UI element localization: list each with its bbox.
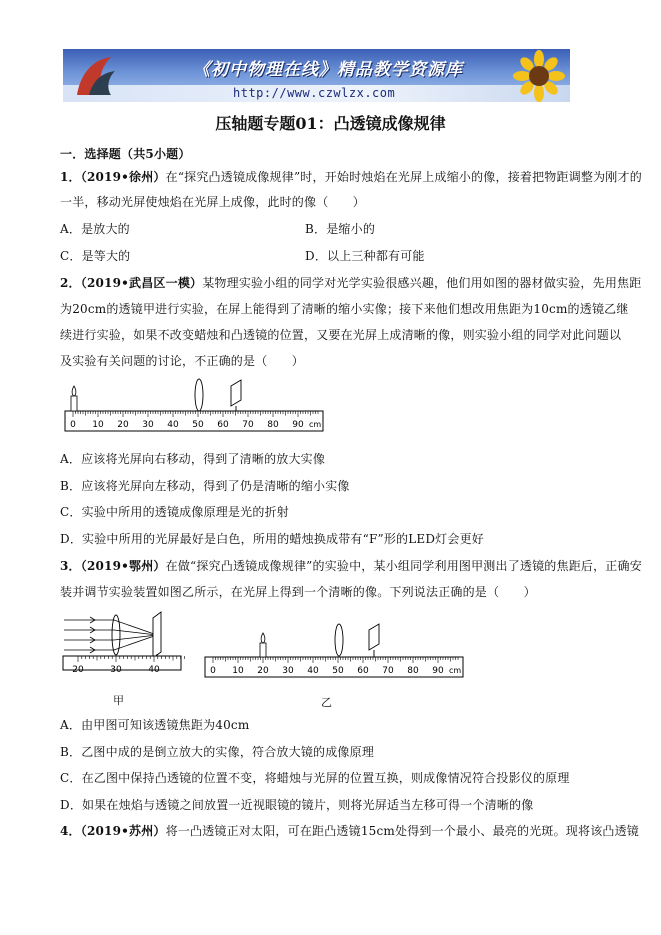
- question-2-line-2: 为20cm的透镜甲进行实验，在屏上能得到了清晰的缩小实像；接下来他们想改用焦距为10cm的透镜乙继: [60, 302, 629, 316]
- tick-label: 20: [72, 665, 84, 675]
- question-number: 3．: [60, 559, 81, 573]
- question-4-line-1: [60, 822, 639, 839]
- q3-option-d: D．如果在烛焰与透镜之间放置一近视眼镜的镜片，则将光屏适当左移可得一个清晰的像: [60, 798, 534, 812]
- banner-url: http://www.czwlzx.com: [233, 86, 396, 100]
- question-text: 在做“探究凸透镜成像规律”的实验中，某小组同学利用图甲测出了透镜的焦距后，正确安: [165, 559, 642, 573]
- question-number: 2．: [60, 276, 81, 290]
- question-3-line-1: [60, 557, 642, 574]
- question-number: 4．: [60, 824, 81, 838]
- tick-label: 60: [357, 666, 369, 676]
- q2-option-d: D．实验中所用的光屏最好是白色，所用的蜡烛换成带有“F”形的LED灯会更好: [60, 532, 484, 546]
- screen-icon: [231, 380, 241, 411]
- question-1-line-1: [60, 168, 642, 185]
- question-source: （2019•苏州）: [80, 824, 166, 838]
- tick-label: 0: [70, 420, 76, 430]
- unit-label: cm: [309, 420, 322, 429]
- q1-option-b: B．是缩小的: [305, 222, 376, 236]
- q2-option-a: A．应该将光屏向右移动，得到了清晰的放大实像: [60, 452, 326, 466]
- tick-label: 70: [242, 420, 254, 430]
- q1-option-c: C．是等大的: [60, 249, 131, 263]
- header-banner: [63, 49, 570, 102]
- candle-icon: [71, 386, 77, 411]
- tick-label: 90: [292, 420, 304, 430]
- question-2-line-3: 续进行实验，如果不改变蜡烛和凸透镜的位置，又要在光屏上成清晰的像，则实验小组的同学对此问题以: [60, 328, 622, 342]
- fig-b-label: 乙: [321, 696, 332, 709]
- q2-option-c: C．实验中所用的透镜成像原理是光的折射: [60, 505, 289, 519]
- question-1-line-2: 一半，移动光屏使烛焰在光屏上成像，此时的像（ ）: [60, 195, 366, 209]
- tick-label: 90: [432, 666, 444, 676]
- tick-label: 40: [307, 666, 319, 676]
- tick-label: 80: [407, 666, 419, 676]
- question-text: 将一凸透镜正对太阳，可在距凸透镜15cm处得到一个最小、最亮的光斑。现将该凸透镜: [165, 824, 639, 838]
- q3-option-b: B．乙图中成的是倒立放大的实像，符合放大镜的成像原理: [60, 745, 375, 759]
- parallel-light-rays: [64, 617, 157, 653]
- tick-label: 30: [110, 665, 122, 675]
- tick-label: 50: [192, 420, 204, 430]
- tick-label: 20: [117, 420, 129, 430]
- section-heading: 一．选择题（共5小题）: [60, 147, 191, 161]
- q3-figure-a: [60, 610, 185, 688]
- screen-icon: [153, 612, 161, 662]
- tick-label: 50: [332, 666, 344, 676]
- tick-label: 30: [282, 666, 294, 676]
- q1-option-d: D．以上三种都有可能: [305, 249, 425, 263]
- question-2-line-4: 及实验有关问题的讨论，不正确的是（ ）: [60, 354, 305, 368]
- q1-option-a: A．是放大的: [60, 222, 130, 236]
- banner-title: 《初中物理在线》精品教学资源库: [193, 60, 463, 80]
- q3-option-c: C．在乙图中保持凸透镜的位置不变，将蜡烛与光屏的位置互换，则成像情况符合投影仪的原理: [60, 771, 570, 785]
- candle-icon: [260, 633, 266, 657]
- question-source: （2019•徐州）: [80, 170, 166, 184]
- question-2-line-1: [60, 274, 641, 291]
- q3-figure-b: [200, 620, 470, 684]
- unit-label: cm: [449, 666, 462, 675]
- question-text: 在“探究凸透镜成像规律”时，开始时烛焰在光屏上成缩小的像，接着把物距调整为刚才的: [165, 170, 642, 184]
- lens-icon: [195, 379, 203, 411]
- tick-label: 70: [382, 666, 394, 676]
- q3-option-a: A．由甲图可知该透镜焦距为40cm: [60, 718, 250, 732]
- question-number: 1．: [60, 170, 81, 184]
- tick-label: 10: [92, 420, 104, 430]
- fig-a-label: 甲: [113, 694, 124, 707]
- tick-label: 40: [167, 420, 179, 430]
- tick-label: 30: [142, 420, 154, 430]
- sunflower-icon: [508, 49, 570, 102]
- tick-label: 0: [210, 666, 216, 676]
- tick-label: 10: [232, 666, 244, 676]
- tick-label: 20: [257, 666, 269, 676]
- question-text: 某物理实验小组的同学对光学实验很感兴趣，他们用如图的器材做实验，先用焦距: [202, 276, 642, 290]
- screen-icon: [369, 624, 379, 657]
- page-title: 压轴题专题01：凸透镜成像规律: [215, 114, 446, 133]
- question-3-line-2: 装并调节实验装置如图乙所示，在光屏上得到一个清晰的像。下列说法正确的是（ ）: [60, 585, 536, 599]
- question-source: （2019•鄂州）: [80, 559, 166, 573]
- q2-option-b: B．应该将光屏向左移动，得到了仍是清晰的缩小实像: [60, 479, 350, 493]
- question-source: （2019•武昌区一模）: [80, 276, 203, 290]
- tick-label: 40: [148, 665, 160, 675]
- q2-optical-bench-figure: [60, 378, 330, 442]
- tick-label: 80: [267, 420, 279, 430]
- logo-icon: [67, 51, 123, 101]
- tick-label: 60: [217, 420, 229, 430]
- lens-icon: [335, 624, 343, 656]
